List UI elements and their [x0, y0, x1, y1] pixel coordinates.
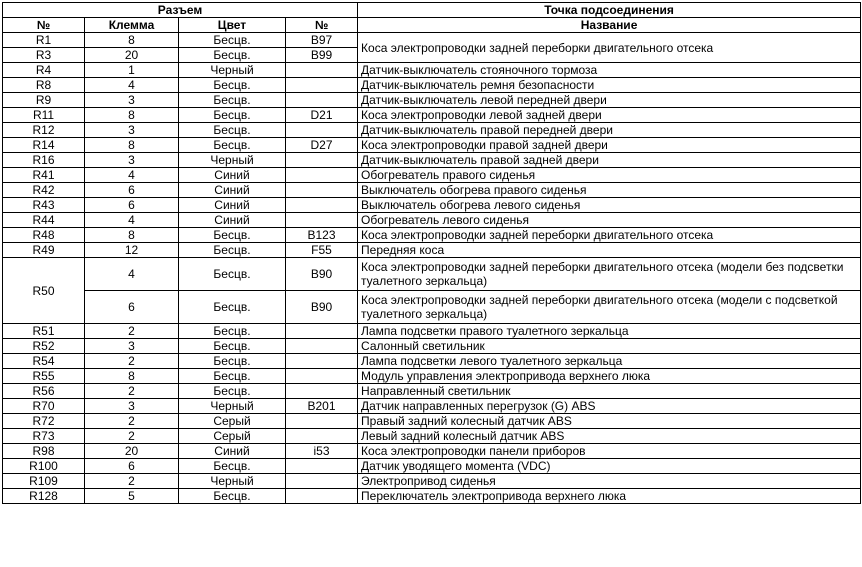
cell-name: Обогреватель правого сиденья — [358, 168, 861, 183]
header-connector-group: Разъем — [3, 3, 358, 18]
table-row — [3, 291, 861, 324]
table-row — [3, 399, 861, 414]
cell-number — [286, 474, 358, 489]
cell-number — [286, 459, 358, 474]
cell-color: Бесцв. — [179, 369, 286, 384]
cell-terminal: 2 — [85, 384, 179, 399]
cell-name: Датчик-выключатель правой передней двери — [358, 123, 861, 138]
cell-name: Направленный светильник — [358, 384, 861, 399]
cell-number — [286, 324, 358, 339]
cell-number: B123 — [286, 228, 358, 243]
cell-terminal: 8 — [85, 108, 179, 123]
connector-table — [2, 2, 861, 504]
cell-connector: R49 — [3, 243, 85, 258]
cell-number — [286, 63, 358, 78]
cell-color: Черный — [179, 474, 286, 489]
cell-number — [286, 414, 358, 429]
cell-connector: R98 — [3, 444, 85, 459]
cell-terminal: 6 — [85, 198, 179, 213]
header-col-no2: № — [286, 18, 358, 33]
cell-color: Бесцв. — [179, 228, 286, 243]
cell-terminal: 6 — [85, 459, 179, 474]
cell-number — [286, 339, 358, 354]
cell-number — [286, 354, 358, 369]
cell-color: Серый — [179, 429, 286, 444]
cell-terminal: 6 — [85, 291, 179, 324]
table-row — [3, 123, 861, 138]
cell-name: Датчик направленных перегрузок (G) ABS — [358, 399, 861, 414]
cell-number: B90 — [286, 258, 358, 291]
table-row — [3, 384, 861, 399]
cell-terminal: 2 — [85, 324, 179, 339]
table-row — [3, 168, 861, 183]
cell-terminal: 4 — [85, 213, 179, 228]
cell-color: Бесцв. — [179, 459, 286, 474]
cell-color: Бесцв. — [179, 291, 286, 324]
cell-color: Бесцв. — [179, 93, 286, 108]
table-row — [3, 183, 861, 198]
cell-color: Черный — [179, 399, 286, 414]
cell-terminal: 8 — [85, 33, 179, 48]
cell-number — [286, 123, 358, 138]
cell-number — [286, 489, 358, 504]
cell-name: Коса электропроводки панели приборов — [358, 444, 861, 459]
cell-color: Черный — [179, 153, 286, 168]
header-connection-group: Точка подсоединения — [358, 3, 861, 18]
cell-terminal: 2 — [85, 429, 179, 444]
cell-connector: R109 — [3, 474, 85, 489]
table-row — [3, 324, 861, 339]
cell-color: Бесцв. — [179, 324, 286, 339]
cell-connector: R51 — [3, 324, 85, 339]
cell-connector: R41 — [3, 168, 85, 183]
cell-color: Синий — [179, 444, 286, 459]
cell-number — [286, 213, 358, 228]
cell-terminal: 3 — [85, 399, 179, 414]
cell-number — [286, 168, 358, 183]
table-row — [3, 78, 861, 93]
cell-name: Модуль управления электропривода верхнего люка — [358, 369, 861, 384]
cell-name: Датчик-выключатель правой задней двери — [358, 153, 861, 168]
cell-connector: R73 — [3, 429, 85, 444]
cell-color: Серый — [179, 414, 286, 429]
cell-connector: R44 — [3, 213, 85, 228]
cell-name: Выключатель обогрева левого сиденья — [358, 198, 861, 213]
cell-name: Переключатель электропривода верхнего люка — [358, 489, 861, 504]
cell-name: Электропривод сиденья — [358, 474, 861, 489]
cell-color: Бесцв. — [179, 33, 286, 48]
cell-name: Датчик-выключатель ремня безопасности — [358, 78, 861, 93]
cell-connector: R54 — [3, 354, 85, 369]
cell-connector: R3 — [3, 48, 85, 63]
cell-name: Коса электропроводки левой задней двери — [358, 108, 861, 123]
cell-name: Левый задний колесный датчик ABS — [358, 429, 861, 444]
cell-number: i53 — [286, 444, 358, 459]
cell-connector: R72 — [3, 414, 85, 429]
cell-terminal: 3 — [85, 123, 179, 138]
cell-connector: R43 — [3, 198, 85, 213]
cell-color: Бесцв. — [179, 243, 286, 258]
table-row — [3, 414, 861, 429]
table-row — [3, 489, 861, 504]
table-row — [3, 354, 861, 369]
cell-number — [286, 78, 358, 93]
cell-color: Бесцв. — [179, 48, 286, 63]
header-col-color: Цвет — [179, 18, 286, 33]
table-row — [3, 339, 861, 354]
cell-number: F55 — [286, 243, 358, 258]
cell-connector: R12 — [3, 123, 85, 138]
cell-terminal: 3 — [85, 153, 179, 168]
cell-connector: R4 — [3, 63, 85, 78]
cell-connector: R8 — [3, 78, 85, 93]
cell-name: Датчик-выключатель левой передней двери — [358, 93, 861, 108]
cell-connector: R100 — [3, 459, 85, 474]
cell-color: Бесцв. — [179, 489, 286, 504]
table-row — [3, 243, 861, 258]
cell-number: B97 — [286, 33, 358, 48]
table-row — [3, 153, 861, 168]
cell-terminal: 6 — [85, 183, 179, 198]
cell-number — [286, 429, 358, 444]
cell-color: Синий — [179, 213, 286, 228]
cell-connector: R48 — [3, 228, 85, 243]
cell-name: Датчик уводящего момента (VDC) — [358, 459, 861, 474]
table-row — [3, 444, 861, 459]
cell-terminal: 20 — [85, 48, 179, 63]
cell-name: Коса электропроводки правой задней двери — [358, 138, 861, 153]
table-row — [3, 228, 861, 243]
cell-color: Бесцв. — [179, 258, 286, 291]
header-col-terminal: Клемма — [85, 18, 179, 33]
cell-terminal: 2 — [85, 354, 179, 369]
cell-number: B99 — [286, 48, 358, 63]
header-col-name: Название — [358, 18, 861, 33]
cell-color: Бесцв. — [179, 108, 286, 123]
cell-terminal: 8 — [85, 369, 179, 384]
cell-number — [286, 183, 358, 198]
cell-color: Бесцв. — [179, 384, 286, 399]
cell-color: Бесцв. — [179, 354, 286, 369]
cell-color: Бесцв. — [179, 78, 286, 93]
cell-name: Лампа подсветки левого туалетного зеркальца — [358, 354, 861, 369]
cell-terminal: 8 — [85, 138, 179, 153]
header-col-no: № — [3, 18, 85, 33]
cell-connector: R14 — [3, 138, 85, 153]
cell-name: Правый задний колесный датчик ABS — [358, 414, 861, 429]
cell-number: D27 — [286, 138, 358, 153]
table-row — [3, 474, 861, 489]
cell-name: Выключатель обогрева правого сиденья — [358, 183, 861, 198]
table-row — [3, 33, 861, 48]
cell-connector: R16 — [3, 153, 85, 168]
cell-color: Синий — [179, 183, 286, 198]
cell-connector: R55 — [3, 369, 85, 384]
cell-number — [286, 93, 358, 108]
table-row — [3, 429, 861, 444]
cell-number: B90 — [286, 291, 358, 324]
cell-color: Бесцв. — [179, 138, 286, 153]
cell-number: B201 — [286, 399, 358, 414]
cell-name: Лампа подсветки правого туалетного зеркальца — [358, 324, 861, 339]
cell-terminal: 5 — [85, 489, 179, 504]
cell-color: Черный — [179, 63, 286, 78]
cell-connector: R56 — [3, 384, 85, 399]
cell-connector: R70 — [3, 399, 85, 414]
cell-number — [286, 198, 358, 213]
cell-terminal: 3 — [85, 93, 179, 108]
table-row — [3, 108, 861, 123]
table-row — [3, 138, 861, 153]
cell-name: Салонный светильник — [358, 339, 861, 354]
table-row — [3, 198, 861, 213]
cell-connector: R11 — [3, 108, 85, 123]
cell-connector: R42 — [3, 183, 85, 198]
table-row — [3, 258, 861, 291]
cell-name: Коса электропроводки задней переборки двигательного отсека — [358, 228, 861, 243]
cell-number — [286, 153, 358, 168]
cell-terminal: 2 — [85, 414, 179, 429]
cell-terminal: 3 — [85, 339, 179, 354]
cell-color: Синий — [179, 168, 286, 183]
table-row — [3, 213, 861, 228]
cell-connector: R128 — [3, 489, 85, 504]
cell-color: Бесцв. — [179, 123, 286, 138]
cell-name: Коса электропроводки задней переборки двигательного отсека (модели без подсветки туалетного зеркальца) — [358, 258, 861, 291]
table-row — [3, 459, 861, 474]
cell-number — [286, 384, 358, 399]
cell-terminal: 2 — [85, 474, 179, 489]
cell-connector: R9 — [3, 93, 85, 108]
cell-name: Передняя коса — [358, 243, 861, 258]
cell-name: Датчик-выключатель стояночного тормоза — [358, 63, 861, 78]
cell-terminal: 4 — [85, 168, 179, 183]
cell-color: Бесцв. — [179, 339, 286, 354]
cell-name: Коса электропроводки задней переборки двигательного отсека — [358, 33, 861, 63]
cell-terminal: 4 — [85, 78, 179, 93]
cell-name: Коса электропроводки задней переборки двигательного отсека (модели с подсветкой туалетного зеркальца) — [358, 291, 861, 324]
cell-color: Синий — [179, 198, 286, 213]
cell-connector: R52 — [3, 339, 85, 354]
cell-terminal: 4 — [85, 258, 179, 291]
cell-terminal: 12 — [85, 243, 179, 258]
cell-connector: R1 — [3, 33, 85, 48]
table-row — [3, 369, 861, 384]
table-row — [3, 93, 861, 108]
cell-number — [286, 369, 358, 384]
cell-number: D21 — [286, 108, 358, 123]
cell-connector: R50 — [3, 258, 85, 324]
cell-name: Обогреватель левого сиденья — [358, 213, 861, 228]
cell-terminal: 8 — [85, 228, 179, 243]
cell-terminal: 1 — [85, 63, 179, 78]
table-row — [3, 63, 861, 78]
cell-terminal: 20 — [85, 444, 179, 459]
